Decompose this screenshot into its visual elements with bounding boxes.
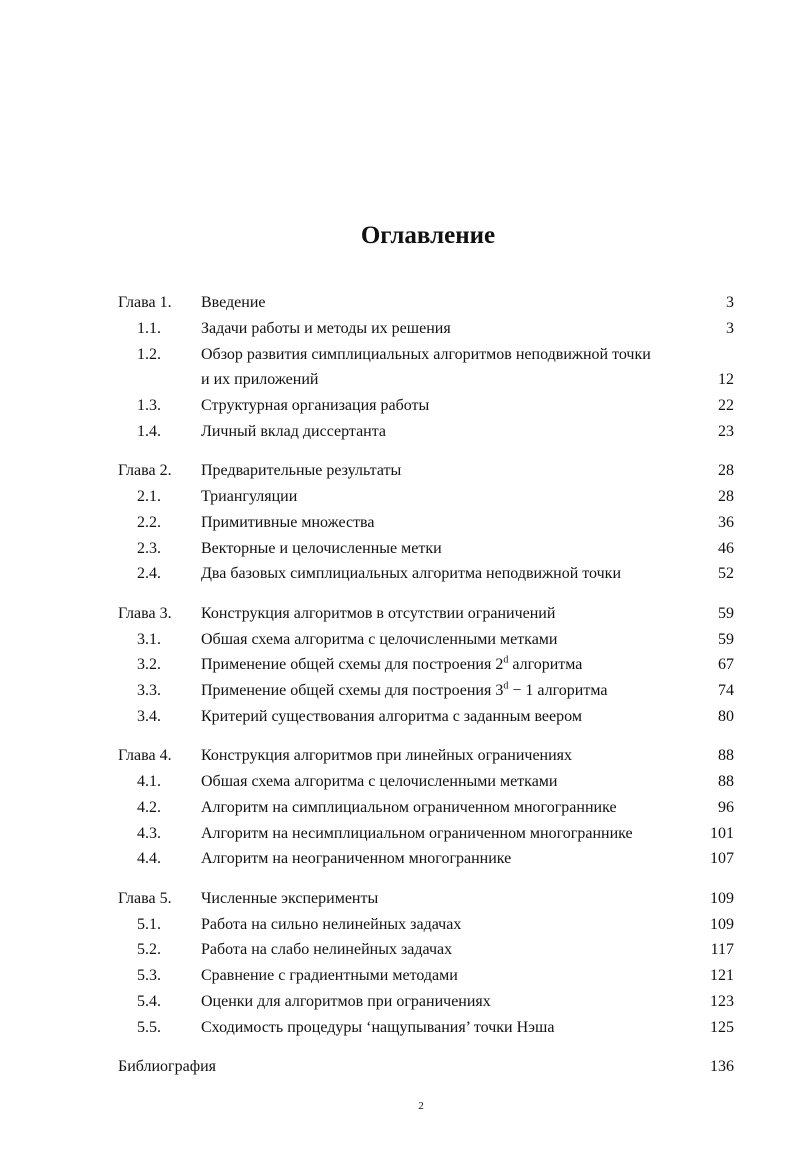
section-title-container <box>201 989 694 1015</box>
toc-section-entry[interactable] <box>118 510 734 536</box>
section-title: Обзор развития симплициальных алгоритмов неподвижной точки <box>201 345 651 363</box>
section-page: 109 <box>710 915 734 933</box>
section-title: Личный вклад диссертанта <box>201 422 387 440</box>
section-title: Критерий существования алгоритма с заданным веером <box>201 707 582 725</box>
toc-section-entry[interactable] <box>118 795 734 821</box>
section-number: 1.4. <box>137 422 161 440</box>
section-title: Два базовых симплициальных алгоритма неподвижной точки <box>201 565 622 583</box>
section-number: 1.1. <box>137 319 161 337</box>
section-title: Векторные и целочисленные метки <box>201 539 442 557</box>
section-number: 2.2. <box>137 513 161 531</box>
toc-chapter-entry[interactable] <box>118 743 734 769</box>
toc-chapter-group <box>118 601 734 730</box>
section-title-superscript: d <box>503 680 509 692</box>
section-page: 46 <box>718 539 734 557</box>
section-number: 4.3. <box>137 824 161 842</box>
toc-section-entry-continuation[interactable] <box>118 367 734 393</box>
section-title: Алгоритм на симплициальном ограниченном многограннике <box>201 798 617 816</box>
toc-chapter-entry[interactable] <box>118 601 734 627</box>
chapter-title: Предварительные результаты <box>201 462 402 480</box>
toc-section-entry[interactable] <box>118 821 734 847</box>
section-title: Обшая схема алгоритма с целочисленными метками <box>201 630 558 648</box>
section-number: 5.3. <box>137 967 161 985</box>
toc-section-entry[interactable] <box>118 419 734 445</box>
section-title: Работа на слабо нелинейных задачах <box>201 941 453 959</box>
section-title: Применение общей схемы для построения 3 <box>201 682 504 700</box>
section-title: Сходимость процедуры ‘нащупывания’ точки Нэша <box>201 1018 555 1036</box>
chapter-title: Конструкция алгоритмов при линейных ограничениях <box>201 747 573 765</box>
section-title-container <box>201 419 694 445</box>
chapter-page: 109 <box>710 889 734 907</box>
section-title: Обшая схема алгоритма с целочисленными метками <box>201 773 558 791</box>
section-title: Оценки для алгоритмов при ограничениях <box>201 992 491 1010</box>
toc-section-entry[interactable] <box>118 989 734 1015</box>
section-title-container <box>201 393 694 419</box>
section-page: 74 <box>718 682 734 700</box>
section-title-container <box>201 795 694 821</box>
chapter-page: 28 <box>718 462 734 480</box>
section-page: 67 <box>718 656 734 674</box>
chapter-title: Конструкция алгоритмов в отсутствии ограничений <box>201 604 556 622</box>
section-title-superscript: d <box>503 655 509 667</box>
section-number: 4.1. <box>137 773 161 791</box>
toc-section-entry[interactable] <box>118 561 734 587</box>
section-title-container <box>201 510 694 536</box>
section-page: 52 <box>718 565 734 583</box>
toc-section-entry[interactable] <box>118 342 734 368</box>
section-page: 107 <box>710 850 734 868</box>
section-number: 1.3. <box>137 397 161 415</box>
toc-section-entry[interactable] <box>118 678 734 704</box>
toc-chapter-entry[interactable] <box>118 290 734 316</box>
section-title-container <box>201 484 694 510</box>
section-title-container <box>201 678 694 704</box>
chapter-number: Глава 1. <box>118 294 172 311</box>
section-title: Примитивные множества <box>201 513 375 531</box>
toc-chapter-group <box>118 743 734 872</box>
toc-section-entry[interactable] <box>118 627 734 653</box>
section-title: Сравнение с градиентными методами <box>201 967 458 985</box>
section-page: 88 <box>718 773 734 791</box>
chapter-number: Глава 5. <box>118 889 172 907</box>
section-title-container <box>201 937 694 963</box>
toc-chapter-group <box>118 290 734 445</box>
chapter-page: 3 <box>726 294 734 311</box>
page-title: Оглавление <box>360 222 496 249</box>
section-number: 5.5. <box>137 1018 161 1036</box>
toc-section-entry[interactable] <box>118 937 734 963</box>
section-number: 3.1. <box>137 630 161 648</box>
section-page: 22 <box>718 397 734 415</box>
toc-section-entry[interactable] <box>118 912 734 938</box>
toc-chapter-entry[interactable] <box>118 458 734 484</box>
section-number: 2.3. <box>137 539 161 557</box>
section-title: Триангуляции <box>201 488 298 506</box>
section-title-container <box>201 769 694 795</box>
chapter-title: Введение <box>201 294 266 311</box>
section-title-container <box>201 846 694 872</box>
section-number: 2.4. <box>137 565 161 583</box>
section-number: 3.4. <box>137 707 161 725</box>
section-title-container <box>201 627 694 653</box>
section-title-container <box>201 652 694 678</box>
section-page: 28 <box>718 488 734 506</box>
section-title: Алгоритм на несимплициальном ограниченном многограннике <box>201 824 633 842</box>
toc-section-entry[interactable] <box>118 846 734 872</box>
section-title-container <box>201 704 694 730</box>
section-page: 12 <box>718 371 734 389</box>
section-number: 1.2. <box>137 345 161 363</box>
bibliography-page: 136 <box>710 1058 734 1076</box>
table-of-contents <box>118 290 734 1080</box>
section-number: 5.4. <box>137 992 161 1010</box>
section-title: Алгоритм на неограниченном многограннике <box>201 850 512 868</box>
section-title-container <box>201 963 694 989</box>
section-title: Работа на сильно нелинейных задачах <box>201 915 462 933</box>
chapter-title: Численные эксперименты <box>201 889 379 907</box>
section-page: 36 <box>718 513 734 531</box>
section-page: 59 <box>718 630 734 648</box>
section-title-suffix: − 1 алгоритма <box>508 682 608 700</box>
section-number: 5.1. <box>137 915 161 933</box>
section-page: 3 <box>726 319 734 337</box>
toc-chapter-entry[interactable] <box>118 886 734 912</box>
toc-section-entry[interactable] <box>118 652 734 678</box>
section-page: 80 <box>718 707 734 725</box>
section-page: 96 <box>718 798 734 816</box>
page-number: 2 <box>418 1100 424 1112</box>
section-title-container <box>201 316 694 342</box>
toc-section-entry[interactable] <box>118 963 734 989</box>
section-title-line2: и их приложений <box>201 371 319 389</box>
chapter-number: Глава 4. <box>118 747 172 765</box>
toc-chapter-group <box>118 458 734 587</box>
section-number: 3.3. <box>137 682 161 700</box>
section-page: 121 <box>710 967 734 985</box>
section-number: 5.2. <box>137 941 161 959</box>
section-page: 125 <box>710 1018 734 1036</box>
section-title-container <box>201 1015 694 1041</box>
section-title: Задачи работы и методы их решения <box>201 319 451 337</box>
toc-section-entry[interactable] <box>118 536 734 562</box>
toc-section-entry[interactable] <box>118 316 734 342</box>
chapter-number: Глава 3. <box>118 604 172 622</box>
toc-chapter-group <box>118 886 734 1041</box>
section-number: 4.4. <box>137 850 161 868</box>
toc-section-entry[interactable] <box>118 704 734 730</box>
toc-section-entry[interactable] <box>118 769 734 795</box>
section-title-suffix: алгоритма <box>508 656 583 674</box>
chapter-page: 88 <box>718 747 734 765</box>
chapter-number: Глава 2. <box>118 462 172 480</box>
section-title-container <box>201 536 694 562</box>
section-page: 123 <box>710 992 734 1010</box>
chapter-page: 59 <box>718 604 734 622</box>
section-title-container <box>201 342 694 368</box>
toc-section-entry[interactable] <box>118 1015 734 1041</box>
toc-bibliography-entry[interactable] <box>118 1054 734 1080</box>
section-number: 3.2. <box>137 656 161 674</box>
section-page: 117 <box>710 941 734 959</box>
section-title: Структурная организация работы <box>201 397 430 415</box>
section-number: 2.1. <box>137 488 161 506</box>
section-page: 23 <box>718 422 734 440</box>
toc-section-entry[interactable] <box>118 484 734 510</box>
section-number: 4.2. <box>137 798 161 816</box>
section-title-container <box>201 912 694 938</box>
section-title: Применение общей схемы для построения 2 <box>201 656 504 674</box>
toc-section-entry[interactable] <box>118 393 734 419</box>
section-title-container <box>201 561 694 587</box>
section-page: 101 <box>710 824 734 842</box>
section-title-container <box>201 821 694 847</box>
bibliography-title: Библиография <box>118 1058 216 1076</box>
